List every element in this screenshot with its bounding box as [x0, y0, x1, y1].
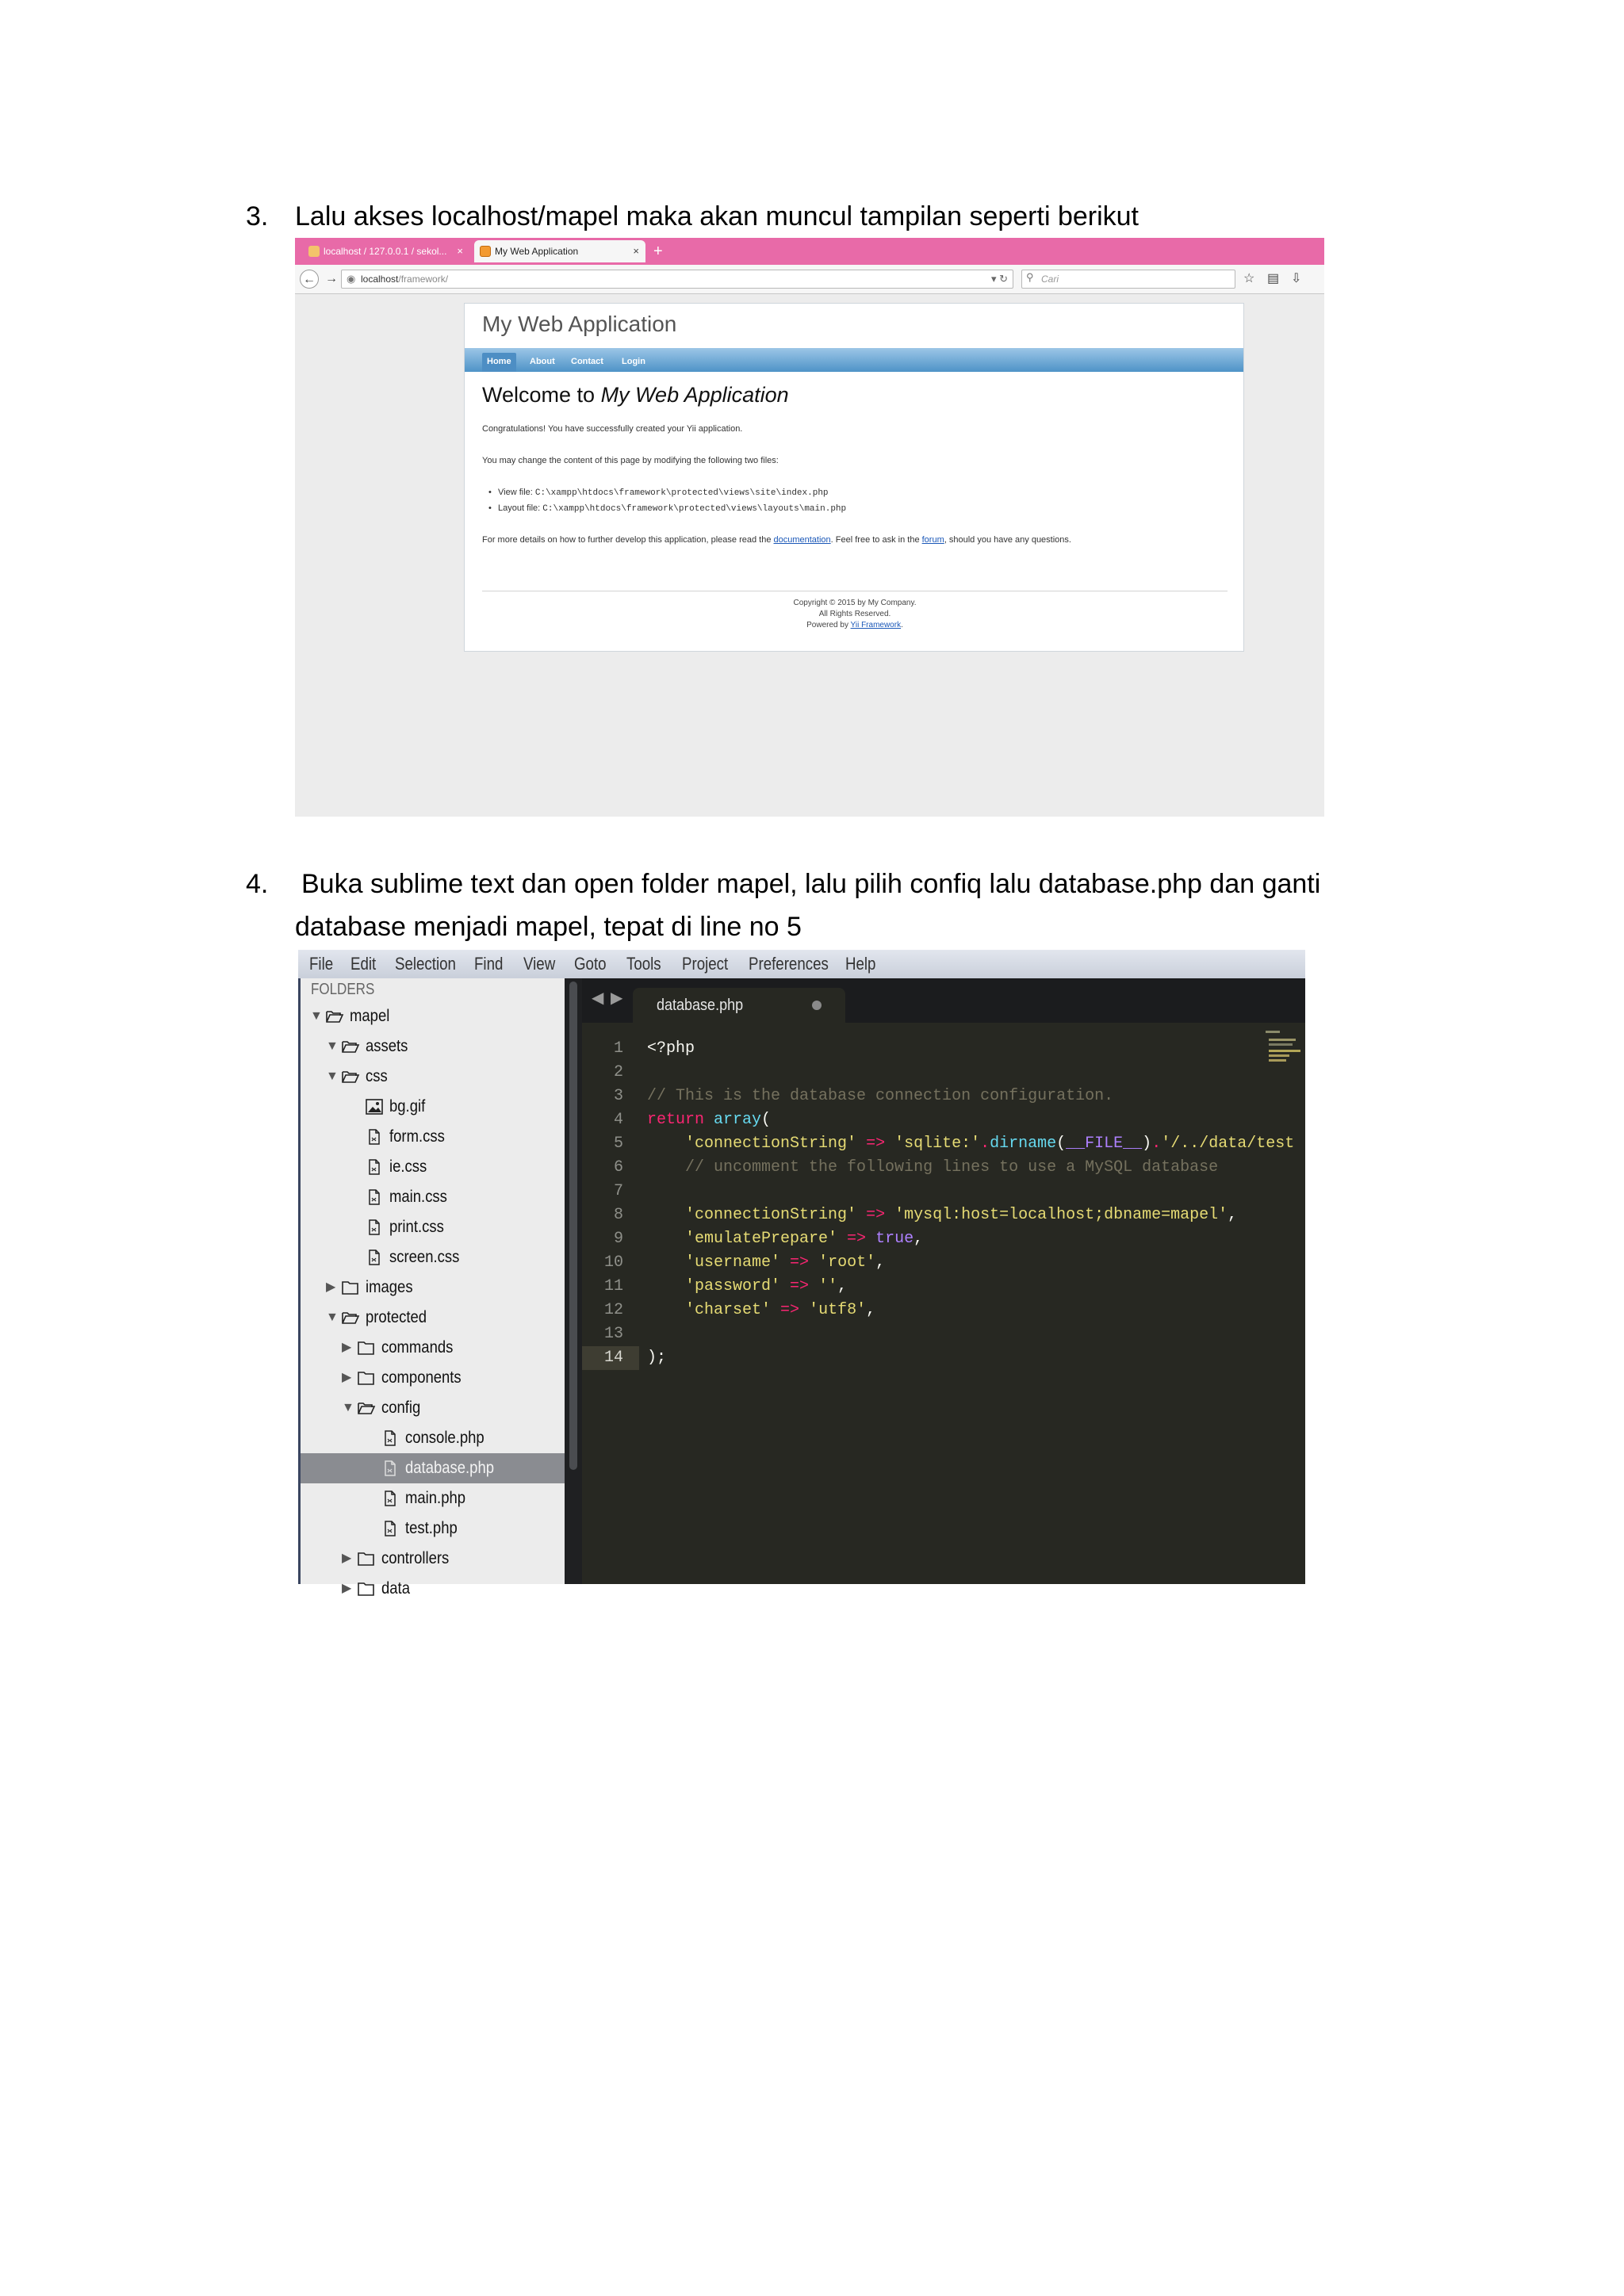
tree-item-screen-css[interactable] — [301, 1242, 565, 1272]
file-icon — [381, 1490, 399, 1506]
code-token — [647, 1253, 685, 1272]
code-token: 'password' — [685, 1277, 781, 1295]
line-number: 11 — [603, 1277, 623, 1295]
disclosure-closed-icon[interactable]: ▶ — [342, 1371, 352, 1384]
line-number: 3 — [613, 1087, 623, 1105]
welcome-heading — [482, 383, 789, 408]
menu-view[interactable]: View — [523, 954, 556, 974]
file-icon — [366, 1159, 383, 1175]
back-arrow-icon[interactable]: ← — [300, 270, 319, 289]
code-line — [647, 1085, 1113, 1108]
globe-icon: ◉ — [347, 273, 356, 285]
layout-file-label: Layout file: — [498, 503, 543, 513]
menu-contact-link[interactable]: Contact — [571, 357, 603, 366]
menu-preferences[interactable]: Preferences — [749, 954, 829, 974]
forward-arrow-icon[interactable]: → — [325, 272, 338, 285]
menu-goto[interactable]: Goto — [574, 954, 607, 974]
code-token: 'username' — [685, 1253, 781, 1272]
sidebar-folders — [298, 978, 565, 1598]
folder-open-icon — [342, 1069, 359, 1085]
tree-item-data[interactable] — [301, 1574, 565, 1604]
disclosure-open-icon[interactable]: ▼ — [326, 1070, 339, 1083]
code-line — [647, 1227, 923, 1251]
code-token: , — [837, 1277, 848, 1295]
tree-item-label: bg.gif — [389, 1097, 426, 1115]
menu-edit[interactable]: Edit — [350, 954, 377, 974]
disclosure-open-icon[interactable]: ▼ — [326, 1311, 339, 1324]
tree-item-label: config — [381, 1399, 421, 1417]
browser-nav-bar — [295, 265, 1324, 294]
tree-item-config[interactable] — [301, 1393, 565, 1423]
code-token: 'connectionString' — [685, 1135, 857, 1153]
url-path: /framework/ — [398, 274, 449, 285]
tree-item-label: mapel — [350, 1007, 390, 1025]
code-token — [647, 1158, 685, 1177]
tab-next-icon[interactable]: ▶ — [611, 989, 623, 1007]
code-token: true — [875, 1230, 914, 1248]
tree-item-css[interactable] — [301, 1062, 565, 1092]
menu-home-link[interactable]: Home — [482, 353, 516, 372]
footer-copyright: Copyright © 2015 by My Company. — [793, 599, 917, 607]
powered-suffix: . — [901, 621, 903, 629]
code-token: <?php — [647, 1039, 695, 1058]
tree-item-print-css[interactable] — [301, 1212, 565, 1242]
layout-file-item — [488, 503, 846, 514]
folder-closed-icon — [342, 1280, 359, 1295]
powered-prefix: Powered by — [806, 621, 851, 629]
code-token: // uncomment the following lines to use a MySQL database — [685, 1158, 1219, 1177]
code-line — [647, 1203, 1237, 1227]
folder-closed-icon — [358, 1370, 375, 1386]
code-token: // This is the database connection configuration. — [647, 1087, 1114, 1105]
code-editor[interactable] — [582, 1023, 1305, 1584]
url-text — [361, 270, 448, 288]
tree-item-controllers[interactable] — [301, 1544, 565, 1574]
code-line — [647, 1132, 1294, 1156]
bookmark-star-icon[interactable]: ☆ — [1243, 272, 1255, 285]
code-line — [647, 1346, 666, 1370]
heading-app-name: My Web Application — [600, 383, 789, 407]
code-token — [647, 1277, 685, 1295]
code-token: , — [1228, 1206, 1238, 1224]
code-line — [647, 1108, 771, 1132]
tab-label: My Web Application — [495, 246, 579, 257]
file-tab-label: database.php — [657, 997, 744, 1014]
tab-label: localhost / 127.0.0.1 / sekol... — [324, 246, 447, 257]
disclosure-closed-icon[interactable]: ▶ — [326, 1280, 336, 1294]
code-token: , — [875, 1253, 886, 1272]
code-token: ( — [761, 1111, 772, 1129]
code-line — [647, 1275, 847, 1299]
line-number: 4 — [613, 1111, 623, 1129]
disclosure-open-icon[interactable]: ▼ — [342, 1401, 354, 1414]
footer-powered — [465, 621, 1245, 629]
line-number: 6 — [613, 1158, 623, 1177]
folders-header: FOLDERS — [311, 981, 375, 998]
disclosure-closed-icon[interactable]: ▶ — [342, 1552, 352, 1565]
code-token: return — [647, 1111, 714, 1129]
file-icon — [366, 1219, 383, 1235]
code-token: '/../data/test — [1161, 1135, 1295, 1153]
tree-item-label: components — [381, 1368, 462, 1387]
tree-item-components[interactable] — [301, 1363, 565, 1393]
sublime-menu-bar — [298, 950, 1305, 978]
documentation-link[interactable]: documentation — [773, 535, 831, 545]
tree-item-label: main.css — [389, 1188, 447, 1206]
code-token — [647, 1230, 685, 1248]
tree-item-label: screen.css — [389, 1248, 460, 1266]
file-icon — [366, 1129, 383, 1145]
tree-item-label: images — [366, 1278, 413, 1296]
code-token: 'sqlite:' — [894, 1135, 981, 1153]
code-token: 'mysql:host=localhost;dbname=mapel' — [894, 1206, 1228, 1224]
code-line — [647, 1156, 1218, 1180]
yii-framework-link[interactable]: Yii Framework — [850, 621, 902, 629]
code-token: => — [856, 1206, 895, 1224]
file-icon — [366, 1189, 383, 1205]
tree-item-label: console.php — [405, 1429, 485, 1447]
more-details-text — [482, 535, 1071, 545]
tree-item-label: protected — [366, 1308, 427, 1326]
tree-item-label: form.css — [389, 1127, 445, 1146]
step-4-caption — [246, 863, 1515, 950]
download-icon[interactable]: ⇩ — [1291, 272, 1302, 285]
code-token: 'charset' — [685, 1301, 772, 1319]
tree-item-database-php[interactable] — [301, 1453, 565, 1483]
folder-open-icon — [358, 1400, 375, 1416]
menu-file[interactable]: File — [309, 954, 334, 974]
view-file-path: C:\xampp\htdocs\framework\protected\views\site\index.php — [534, 488, 829, 498]
menu-find[interactable]: Find — [474, 954, 504, 974]
heading-prefix: Welcome to — [482, 383, 601, 407]
code-line — [647, 1037, 695, 1061]
step-4-number: 4. — [246, 869, 269, 899]
search-icon: ⚲ — [1026, 271, 1034, 283]
browser-screenshot — [295, 238, 1324, 817]
file-icon — [381, 1460, 399, 1476]
step-4-text-line-2: database menjadi mapel, tepat di line no 5 — [295, 912, 802, 942]
tree-item-console-php[interactable] — [301, 1423, 565, 1453]
menu-project[interactable]: Project — [682, 954, 729, 974]
browser-tab-phpmyadmin[interactable] — [303, 240, 469, 262]
layout-file-path: C:\xampp\htdocs\framework\protected\views\layouts\main.php — [542, 504, 847, 514]
tree-item-commands[interactable] — [301, 1333, 565, 1363]
line-number: 2 — [613, 1063, 623, 1081]
disclosure-open-icon[interactable]: ▼ — [326, 1039, 339, 1053]
code-token: '' — [818, 1277, 838, 1295]
phpmyadmin-favicon-icon — [308, 246, 320, 257]
image-file-icon — [366, 1099, 383, 1115]
sidebar-scrollbar[interactable] — [565, 978, 582, 1584]
code-line — [647, 1299, 875, 1322]
code-token — [647, 1135, 685, 1153]
new-tab-button[interactable]: + — [653, 243, 663, 260]
tree-item-assets[interactable] — [301, 1031, 565, 1062]
step-3-caption — [246, 195, 1435, 238]
line-number: 12 — [603, 1301, 623, 1319]
url-host: localhost — [361, 274, 399, 285]
code-token: => — [780, 1277, 819, 1295]
view-file-label: View file: — [498, 488, 535, 497]
tree-item-ie-css[interactable] — [301, 1152, 565, 1182]
code-token: ) — [1142, 1135, 1152, 1153]
tree-item-label: database.php — [405, 1459, 495, 1477]
sublime-text-screenshot — [298, 950, 1305, 1598]
tree-item-label: data — [381, 1579, 410, 1598]
disclosure-closed-icon[interactable]: ▶ — [342, 1582, 352, 1595]
unsaved-dot-icon[interactable] — [812, 1001, 822, 1010]
yii-favicon-icon — [480, 246, 491, 257]
line-number: 5 — [613, 1135, 623, 1153]
code-token — [647, 1301, 685, 1319]
browser-tab-my-web-application[interactable] — [474, 240, 645, 262]
file-tab-database-php[interactable] — [633, 988, 845, 1023]
code-token: 'root' — [818, 1253, 876, 1272]
folder-closed-icon — [358, 1581, 375, 1597]
line-number: 13 — [603, 1325, 623, 1343]
menu-tools[interactable]: Tools — [626, 954, 661, 974]
line-number: 1 — [613, 1039, 623, 1058]
minimap[interactable] — [1266, 1027, 1300, 1075]
code-token: ); — [647, 1349, 667, 1367]
file-icon — [381, 1521, 399, 1536]
folder-closed-icon — [358, 1340, 375, 1356]
code-token: ( — [1056, 1135, 1067, 1153]
line-number: 14 — [582, 1346, 639, 1370]
code-token: dirname — [990, 1135, 1057, 1153]
step-3-text: Lalu akses localhost/mapel maka akan muncul tampilan seperti berikut — [295, 201, 1139, 232]
line-number-gutter — [582, 1023, 639, 1584]
tree-item-label: ie.css — [389, 1158, 427, 1176]
file-icon — [366, 1249, 383, 1265]
scrollbar-thumb[interactable] — [569, 982, 577, 1470]
code-token: , — [866, 1301, 876, 1319]
code-token: , — [914, 1230, 924, 1248]
details-part-a: For more details on how to further develop this application, please read the — [482, 535, 774, 545]
folder-closed-icon — [358, 1551, 375, 1567]
code-token — [647, 1206, 685, 1224]
bookmarks-list-icon[interactable]: ▤ — [1267, 272, 1280, 285]
code-token: . — [1151, 1135, 1162, 1153]
tab-close-icon[interactable]: × — [633, 245, 639, 257]
editor-tab-strip — [582, 978, 1305, 1023]
url-bar[interactable] — [341, 270, 1013, 289]
tree-item-main-css[interactable] — [301, 1182, 565, 1212]
bullet: • — [488, 488, 492, 497]
line-number: 9 — [613, 1230, 623, 1248]
congrats-text: Congratulations! You have successfully created your Yii application. — [482, 424, 743, 434]
forum-link[interactable]: forum — [921, 535, 944, 545]
code-token: => — [780, 1253, 819, 1272]
browser-tab-bar — [295, 238, 1324, 265]
modify-text: You may change the content of this page by modifying the following two files: — [482, 456, 779, 465]
code-token: => — [856, 1135, 895, 1153]
code-token: 'utf8' — [809, 1301, 867, 1319]
code-token: => — [771, 1301, 810, 1319]
disclosure-open-icon[interactable]: ▼ — [310, 1009, 323, 1023]
tree-item-images[interactable] — [301, 1272, 565, 1303]
code-token: array — [714, 1111, 762, 1129]
code-token: 'emulatePrepare' — [685, 1230, 838, 1248]
tree-item-mapel[interactable] — [301, 1001, 565, 1031]
tree-item-test-php[interactable] — [301, 1513, 565, 1544]
line-number: 7 — [613, 1182, 623, 1200]
tab-close-icon[interactable]: × — [457, 245, 463, 257]
tree-item-protected[interactable] — [301, 1303, 565, 1333]
tree-item-label: main.php — [405, 1489, 466, 1507]
site-main-menu — [465, 348, 1243, 372]
reload-icon[interactable]: ▾ ↻ — [990, 273, 1008, 285]
line-number: 10 — [603, 1253, 623, 1272]
menu-about-link[interactable]: About — [530, 357, 555, 366]
bullet: • — [488, 503, 492, 513]
search-bar[interactable] — [1021, 270, 1235, 289]
code-token: => — [837, 1230, 876, 1248]
yii-web-page — [464, 303, 1244, 652]
folder-open-icon — [342, 1310, 359, 1326]
tree-item-label: commands — [381, 1338, 454, 1357]
folder-open-icon — [342, 1039, 359, 1054]
tree-item-label: css — [366, 1067, 388, 1085]
folder-open-icon — [326, 1008, 343, 1024]
step-4-text-line-1: Buka sublime text dan open folder mapel, lalu pilih confiq lalu database.php dan ganti — [301, 869, 1321, 899]
menu-login-link[interactable]: Login — [622, 357, 645, 366]
tree-item-label: assets — [366, 1037, 408, 1055]
tree-item-main-php[interactable] — [301, 1483, 565, 1513]
details-part-b: . Feel free to ask in the — [830, 535, 922, 545]
menu-selection[interactable]: Selection — [395, 954, 456, 974]
code-line — [647, 1251, 885, 1275]
view-file-item — [488, 488, 829, 498]
tree-item-form-css[interactable] — [301, 1122, 565, 1152]
tree-item-label: print.css — [389, 1218, 444, 1236]
footer-rights: All Rights Reserved. — [818, 610, 891, 618]
tree-item-label: test.php — [405, 1519, 458, 1537]
site-title: My Web Application — [482, 312, 677, 336]
code-token: __FILE__ — [1066, 1135, 1143, 1153]
file-icon — [381, 1430, 399, 1446]
code-token: 'connectionString' — [685, 1206, 857, 1224]
details-part-c: , should you have any questions. — [944, 535, 1071, 545]
menu-help[interactable]: Help — [845, 954, 876, 974]
disclosure-closed-icon[interactable]: ▶ — [342, 1341, 352, 1354]
search-placeholder: Cari — [1041, 274, 1059, 285]
tree-item-bg-gif[interactable] — [301, 1092, 565, 1122]
code-token: . — [980, 1135, 990, 1153]
tab-prev-icon[interactable]: ◀ — [592, 989, 604, 1007]
step-3-number: 3. — [246, 201, 269, 232]
line-number: 8 — [613, 1206, 623, 1224]
tree-item-label: controllers — [381, 1549, 450, 1567]
